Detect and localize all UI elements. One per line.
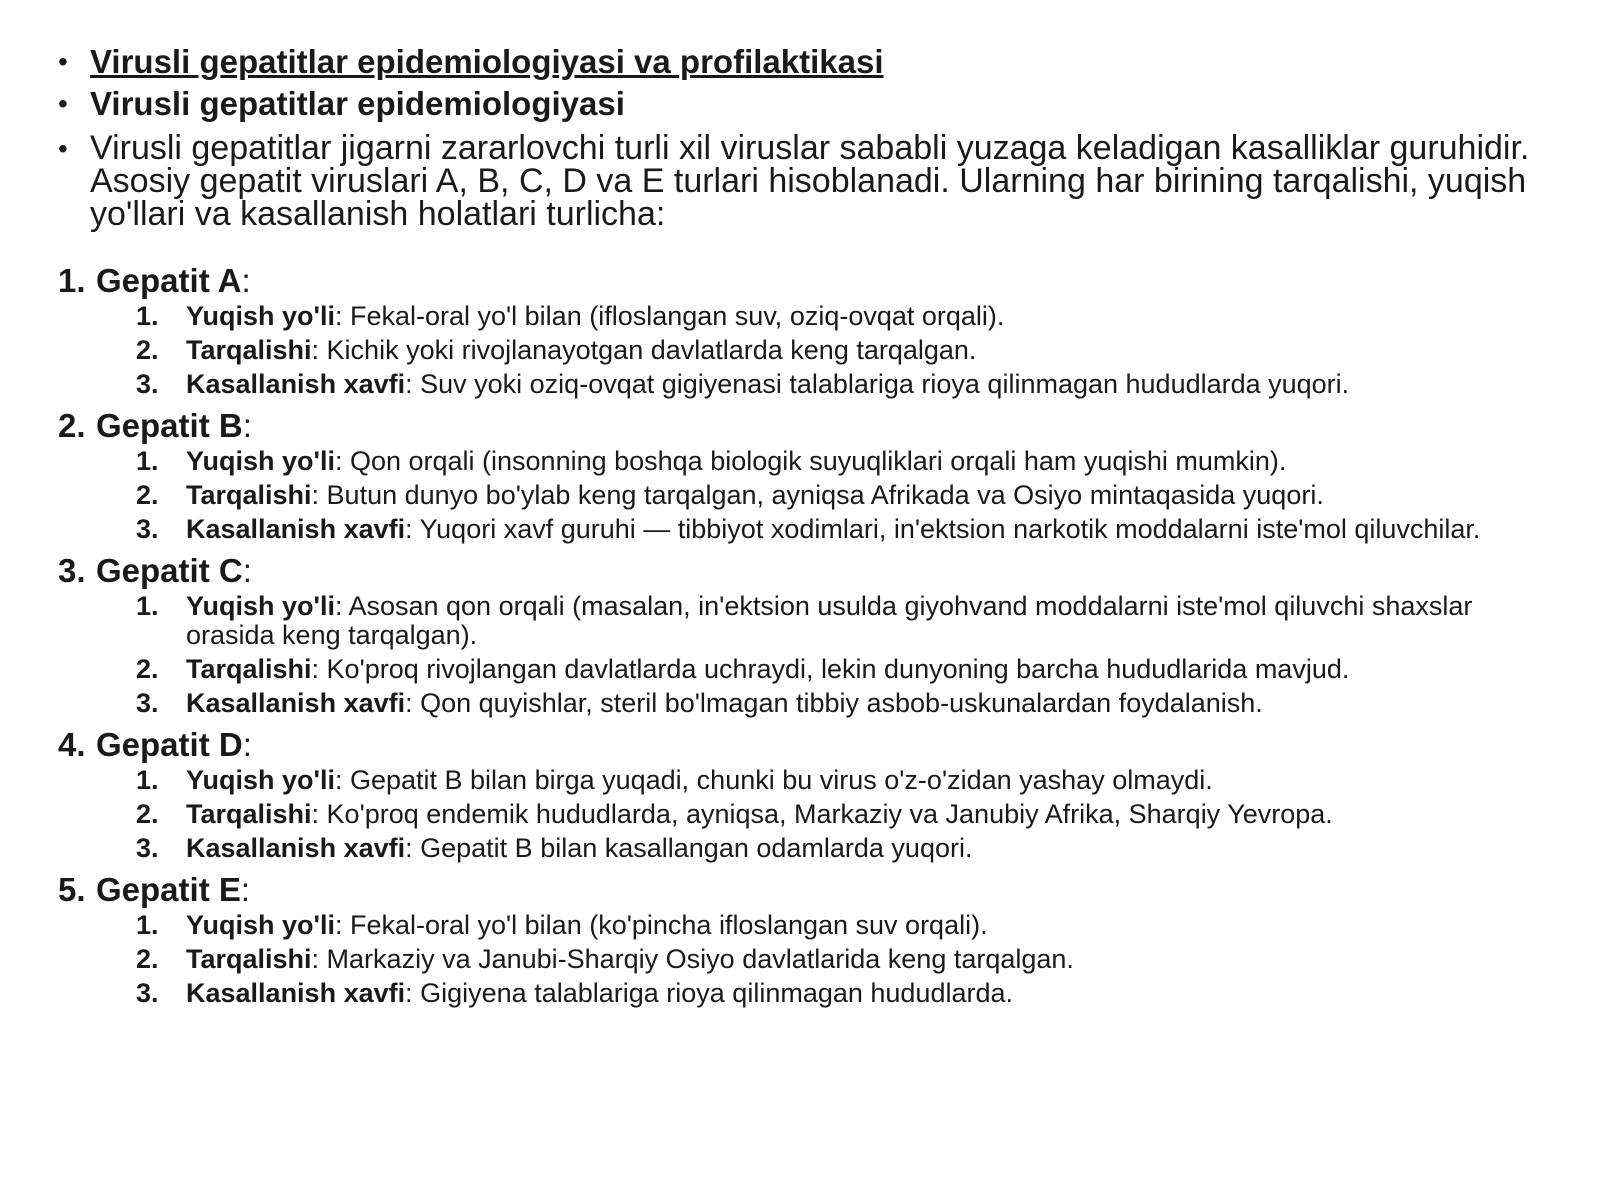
list-item <box>58 766 1558 795</box>
list-item <box>58 447 1558 476</box>
item-number: 2. <box>136 654 159 684</box>
section-title: Gepatit C <box>96 552 243 589</box>
hepatitis-section-list <box>58 262 1558 1016</box>
item-text: : Yuqori xavf guruhi — tibbiyot xodimlari, in'ektsion narkotik moddalarni iste'mol qiluvchilar. <box>405 514 1481 544</box>
item-label: Kasallanish xavfi <box>186 514 406 544</box>
section-title: Gepatit E <box>96 871 241 908</box>
item-text: : Butun dunyo bo'ylab keng tarqalgan, ayniqsa Afrikada va Osiyo mintaqasida yuqori. <box>311 480 1324 510</box>
item-text: : Qon orqali (insonning boshqa biologik suyuqliklari orqali ham yuqishi mumkin). <box>334 446 1287 476</box>
section-gepatit-b <box>58 407 1558 544</box>
section-item-list <box>58 447 1558 544</box>
top-bullet-list <box>58 44 1548 237</box>
section-heading <box>58 552 1558 590</box>
main-title: Virusli gepatitlar epidemiologiyasi va profilaktikasi <box>90 43 884 80</box>
section-title-wrap <box>96 871 250 909</box>
section-colon: : <box>240 871 251 908</box>
item-label: Tarqalishi <box>186 654 312 684</box>
item-label: Kasallanish xavfi <box>186 978 406 1008</box>
section-item-list <box>58 911 1558 1008</box>
section-heading <box>58 407 1558 445</box>
item-text: : Qon quyishlar, steril bo'lmagan tibbiy asbob-uskunalardan foydalanish. <box>405 688 1263 718</box>
section-colon: : <box>242 726 252 763</box>
list-item <box>58 689 1558 718</box>
item-label: Yuqish yo'li <box>186 446 335 476</box>
item-number: 3. <box>136 514 159 544</box>
list-item <box>58 945 1558 974</box>
section-gepatit-d <box>58 726 1558 863</box>
list-item <box>58 481 1558 510</box>
item-text: : Asosan qon orqali (masalan, in'ektsion usulda giyohvand moddalarni iste'mol qiluvchi shaxslar orasida keng tarqalgan). <box>186 591 1473 650</box>
item-label: Yuqish yo'li <box>186 765 335 795</box>
item-number: 2. <box>136 944 159 974</box>
list-item <box>58 979 1558 1008</box>
item-label: Tarqalishi <box>186 799 312 829</box>
list-item <box>58 655 1558 684</box>
section-title-wrap <box>96 552 252 590</box>
section-number: 2. <box>58 407 86 444</box>
item-number: 1. <box>136 446 159 476</box>
item-number: 3. <box>136 688 159 718</box>
item-number: 2. <box>136 335 159 365</box>
item-number: 2. <box>136 799 159 829</box>
section-heading <box>58 262 1558 300</box>
item-text: : Fekal-oral yo'l bilan (ko'pincha ifloslangan suv orqali). <box>334 910 988 940</box>
item-label: Kasallanish xavfi <box>186 833 406 863</box>
item-label: Yuqish yo'li <box>186 910 335 940</box>
item-text: : Kichik yoki rivojlanayotgan davlatlarda keng tarqalgan. <box>311 335 977 365</box>
section-heading <box>58 726 1558 764</box>
subtitle: Virusli gepatitlar epidemiologiyasi <box>90 85 625 122</box>
section-title-wrap <box>96 726 252 764</box>
item-text: : Ko'proq endemik hududlarda, ayniqsa, Markaziy va Janubiy Afrika, Sharqiy Yevropa. <box>311 799 1333 829</box>
section-number: 3. <box>58 552 86 589</box>
section-item-list <box>58 592 1558 718</box>
item-number: 3. <box>136 833 159 863</box>
list-item <box>58 911 1558 940</box>
section-item-list <box>58 302 1558 399</box>
section-title: Gepatit A <box>96 262 242 299</box>
item-label: Yuqish yo'li <box>186 301 335 331</box>
item-text: : Gepatit B bilan kasallangan odamlarda yuqori. <box>405 833 973 863</box>
section-title-wrap <box>96 262 251 300</box>
item-number: 3. <box>136 978 159 1008</box>
list-item <box>58 336 1558 365</box>
item-number: 1. <box>136 591 159 621</box>
item-text: : Gigiyena talablariga rioya qilinmagan hududlarda. <box>405 978 1014 1008</box>
bullet-main-title <box>58 44 1548 80</box>
item-number: 1. <box>136 765 159 795</box>
item-text: : Markaziy va Janubi-Sharqiy Osiyo davlatlarida keng tarqalgan. <box>311 944 1074 974</box>
item-label: Kasallanish xavfi <box>186 688 406 718</box>
item-number: 1. <box>136 301 159 331</box>
section-colon: : <box>241 262 251 299</box>
item-number: 3. <box>136 369 159 399</box>
section-number: 4. <box>58 726 86 763</box>
bullet-intro <box>58 129 1548 233</box>
bullet-dot-icon: • <box>58 46 68 77</box>
list-item <box>58 834 1558 863</box>
item-label: Tarqalishi <box>186 335 312 365</box>
section-title: Gepatit D <box>96 726 243 763</box>
list-item <box>58 370 1558 399</box>
bullet-dot-icon: • <box>58 133 68 164</box>
intro-paragraph: Virusli gepatitlar jigarni zararlovchi turli xil viruslar sababli yuzaga keladigan kasalliklar guruhidir. Asosiy gepatit viruslari A, B, C, D va E turlari hisoblanadi. Ularning har birining tarqalishi, yuqish yo'llari va kasallanish holatlari turlicha: <box>90 129 1530 233</box>
item-text: : Ko'proq rivojlangan davlatlarda uchraydi, lekin dunyoning barcha hududlarida mavjud. <box>311 654 1350 684</box>
section-gepatit-a <box>58 262 1558 399</box>
item-label: Tarqalishi <box>186 480 312 510</box>
section-gepatit-e <box>58 871 1558 1008</box>
section-heading <box>58 871 1558 909</box>
list-item <box>58 800 1558 829</box>
item-number: 1. <box>136 910 159 940</box>
bullet-dot-icon: • <box>58 88 68 119</box>
section-number: 5. <box>58 871 86 908</box>
item-text: : Fekal-oral yo'l bilan (ifloslangan suv, oziq-ovqat orqali). <box>334 301 1005 331</box>
list-item <box>58 515 1558 544</box>
bullet-subtitle <box>58 86 1548 122</box>
item-label: Tarqalishi <box>186 944 312 974</box>
item-label: Yuqish yo'li <box>186 591 335 621</box>
item-text: : Suv yoki oziq-ovqat gigiyenasi talablariga rioya qilinmagan hududlarda yuqori. <box>405 369 1350 399</box>
item-number: 2. <box>136 480 159 510</box>
section-item-list <box>58 766 1558 863</box>
section-title-wrap <box>96 407 252 445</box>
section-title: Gepatit B <box>96 407 243 444</box>
section-colon: : <box>242 407 252 444</box>
section-number: 1. <box>58 262 86 299</box>
item-text: : Gepatit B bilan birga yuqadi, chunki bu virus o'z-o'zidan yashay olmaydi. <box>334 765 1213 795</box>
section-colon: : <box>242 552 252 589</box>
item-label: Kasallanish xavfi <box>186 369 406 399</box>
list-item <box>58 302 1558 331</box>
section-gepatit-c <box>58 552 1558 718</box>
list-item <box>58 592 1558 650</box>
